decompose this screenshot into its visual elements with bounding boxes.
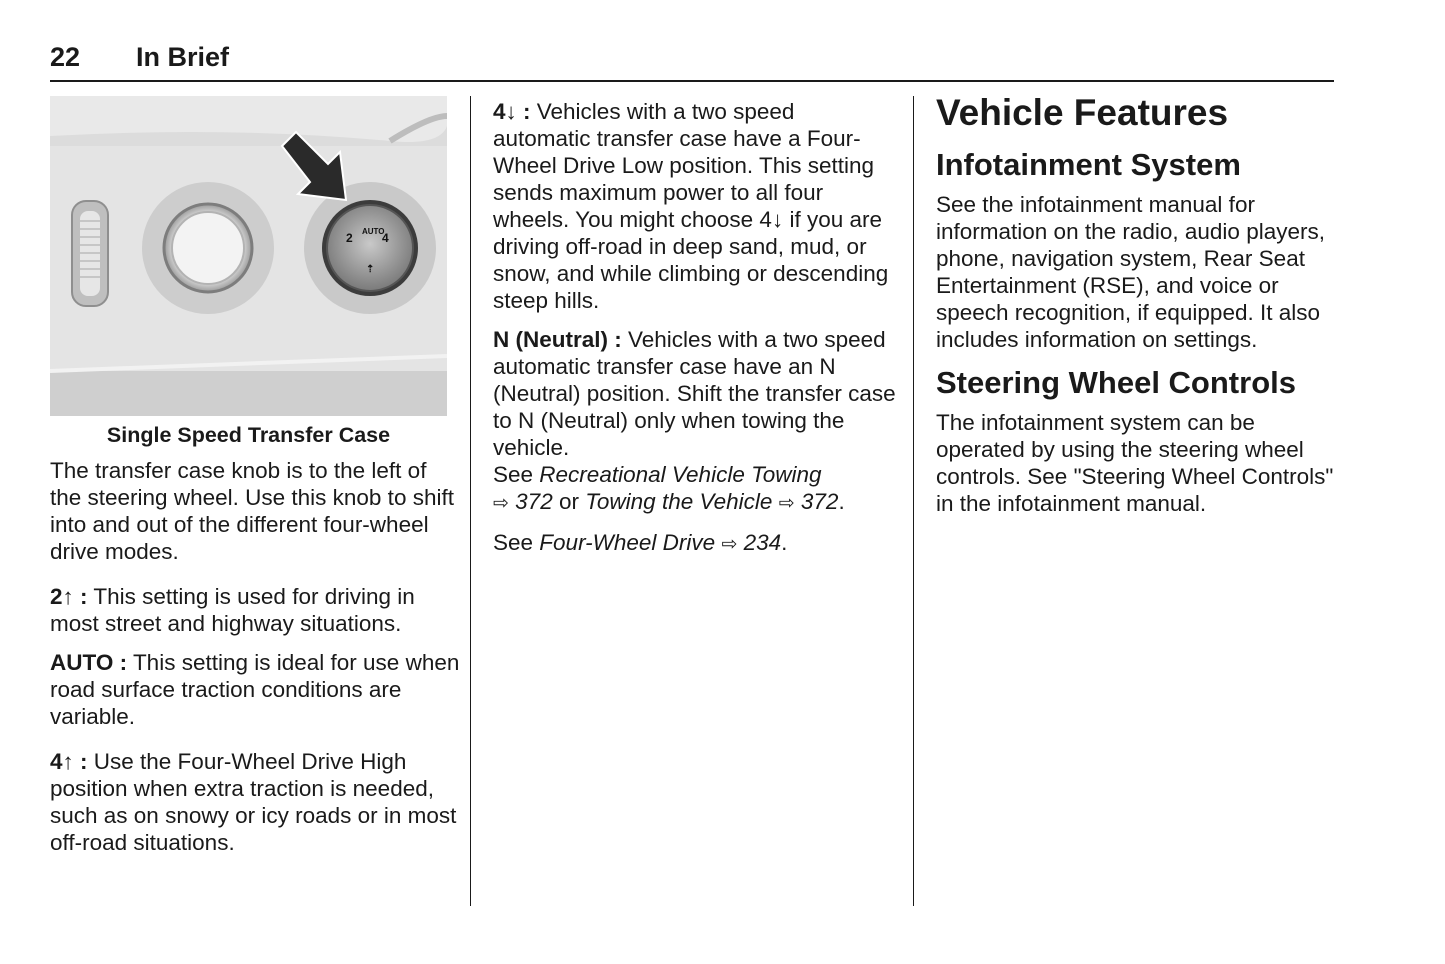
arrow-down-icon: ↓ bbox=[505, 99, 517, 124]
infotainment-body: See the infotainment manual for information on the radio, audio players, phone, navigation system, Rear Seat Entertainment (RSE), and voice or speech recognition, if equipped. It also includes information on settings. bbox=[936, 192, 1325, 352]
heading-infotainment: Infotainment System bbox=[936, 147, 1241, 182]
arrow-down-icon: ↓ bbox=[771, 207, 784, 232]
transfer-case-figure bbox=[50, 96, 447, 416]
mode-4-low: 4↓ : Vehicles with a two speed automatic transfer case have a Four-Wheel Drive Low position. This setting sends maximum power to all four wheels. You might choose 4↓ if you are driving off-road in deep sand, mud, or snow, and while climbing or descending steep hills. bbox=[493, 99, 889, 313]
mode-4-high: 4↑ : Use the Four-Wheel Drive High position when extra traction is needed, such as on snowy or icy roads or in most off-road situations. bbox=[50, 749, 457, 855]
link-recreational-towing[interactable]: Recreational Vehicle Towing bbox=[539, 462, 822, 487]
column-divider bbox=[470, 96, 471, 906]
svg-text:⇡: ⇡ bbox=[366, 264, 375, 275]
page-ref-icon: ⇨ bbox=[493, 493, 509, 514]
mode-neutral: N (Neutral) : Vehicles with a two speed automatic transfer case have an N (Neutral) position. Shift the transfer case to N (Neutral) only when towing the vehicle. See Recreational Vehicle Towing ⇨ 372 or Towing the Vehicle ⇨ 372. bbox=[493, 327, 896, 514]
figure-caption: Single Speed Transfer Case bbox=[106, 423, 391, 447]
knob-label-4: 4 bbox=[382, 231, 389, 245]
arrow-up-icon: ↑ bbox=[62, 584, 74, 609]
intro-paragraph: The transfer case knob is to the left of the steering wheel. Use this knob to shift into and out of the different four-wheel drive modes. bbox=[50, 458, 454, 564]
link-four-wheel-drive[interactable]: Four-Wheel Drive bbox=[539, 530, 716, 555]
column-middle bbox=[493, 96, 898, 570]
column-left bbox=[50, 96, 460, 868]
arrow-up-icon: ↑ bbox=[62, 749, 74, 774]
page-ref-icon: ⇨ bbox=[721, 534, 738, 555]
column-right bbox=[936, 92, 1336, 529]
knob-label-auto: AUTO bbox=[362, 227, 385, 236]
page-ref-icon: ⇨ bbox=[778, 493, 795, 514]
page-number: 22 bbox=[50, 42, 81, 72]
heading-steering-controls: Steering Wheel Controls bbox=[936, 365, 1296, 400]
link-towing-vehicle[interactable]: Towing the Vehicle bbox=[585, 489, 773, 514]
page-header bbox=[50, 42, 1334, 82]
mode-auto: AUTO : This setting is ideal for use when road surface traction conditions are variable. bbox=[50, 650, 460, 729]
chapter-title: Vehicle Features bbox=[936, 92, 1229, 133]
see-also: See Four-Wheel Drive ⇨ 234. bbox=[493, 530, 788, 555]
column-divider bbox=[913, 96, 914, 906]
steering-controls-body: The infotainment system can be operated by using the steering wheel controls. See "Steering Wheel Controls" in the infotainment manual. bbox=[936, 410, 1334, 516]
section-title: In Brief bbox=[136, 42, 230, 72]
knob-label-2: 2 bbox=[346, 231, 353, 245]
mode-2-high: 2↑ : This setting is used for driving in most street and highway situations. bbox=[50, 584, 415, 636]
